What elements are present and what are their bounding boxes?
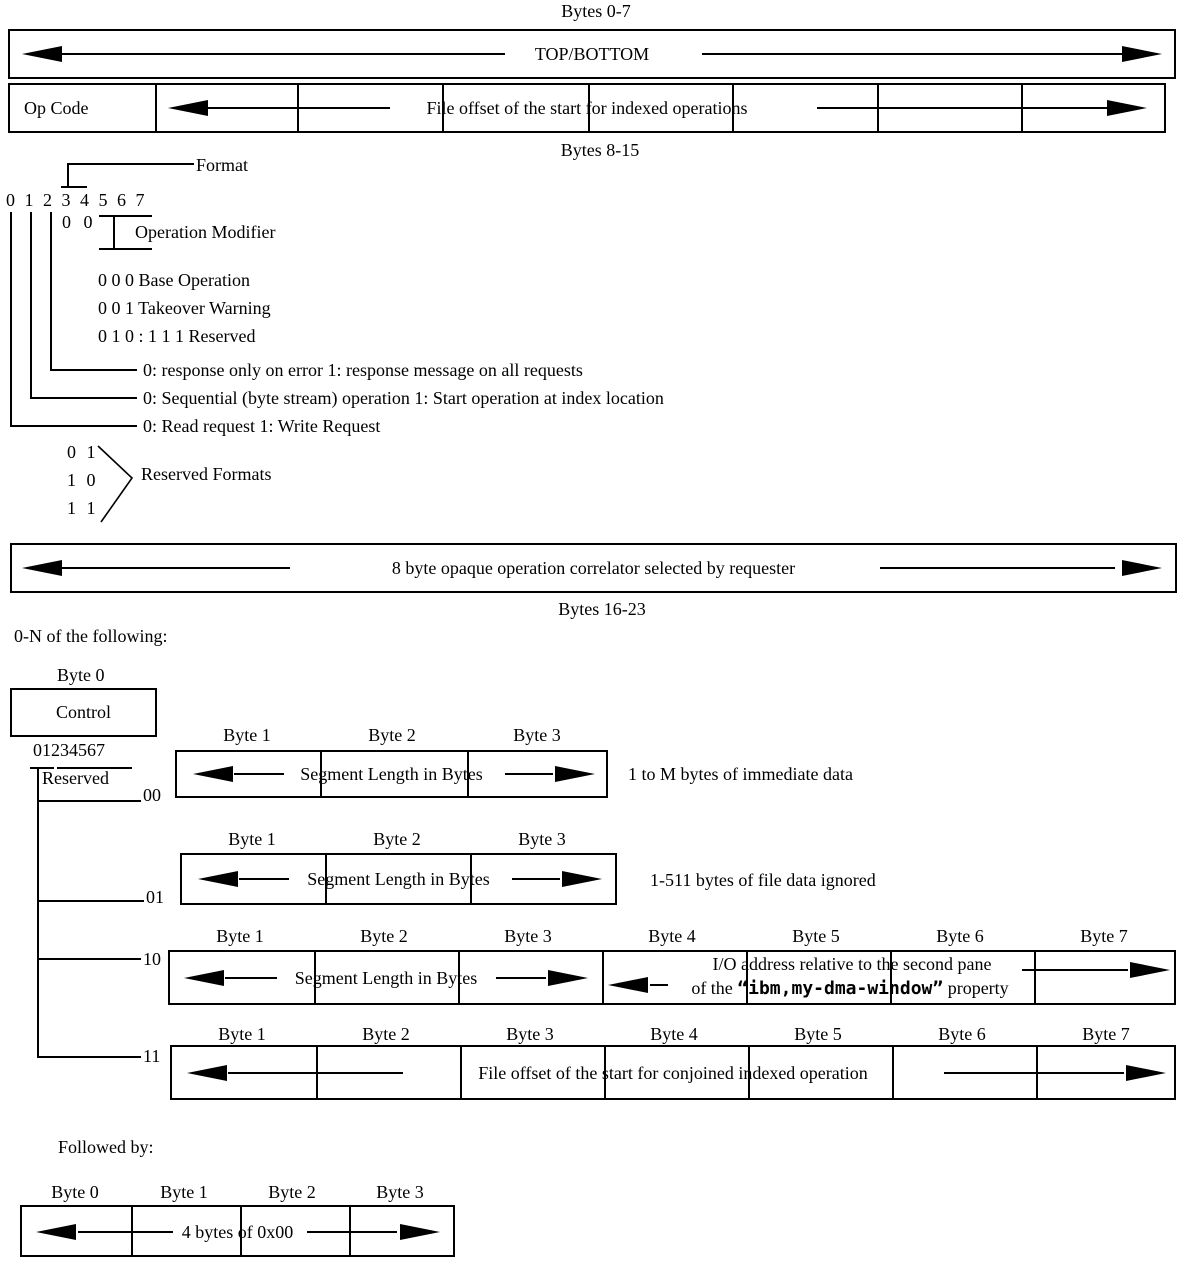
left-arrowhead-icon xyxy=(187,1065,227,1081)
cell-divider xyxy=(155,85,157,131)
r10-io-line1: I/O address relative to the second pane xyxy=(712,954,992,974)
r00-segment-box xyxy=(175,750,608,798)
left-arrowhead-icon xyxy=(193,766,233,782)
arrow-line xyxy=(60,567,290,569)
format-bit-bracket xyxy=(61,186,87,188)
reserved-format-10: 1 0 xyxy=(67,470,96,490)
r10-byte2-header: Byte 2 xyxy=(360,926,408,946)
arrow-line xyxy=(650,984,668,986)
fb-byte0-header: Byte 0 xyxy=(51,1182,99,1202)
cell-divider xyxy=(892,1047,894,1098)
bit2-elbow-line xyxy=(50,369,137,371)
r11-byte7-header: Byte 7 xyxy=(1082,1024,1130,1044)
control-byte0-header: Byte 0 xyxy=(57,665,105,685)
r00-byte3-header: Byte 3 xyxy=(513,725,561,745)
bytes-0-7-label: Bytes 0-7 xyxy=(561,1,631,21)
right-arrowhead-icon xyxy=(1122,46,1162,62)
fb-byte2-header: Byte 2 xyxy=(268,1182,316,1202)
opcode-row-box xyxy=(8,83,1166,133)
r01-note: 1-511 bytes of file data ignored xyxy=(650,870,876,890)
zero-n-label: 0-N of the following: xyxy=(14,626,168,646)
arrow-line xyxy=(817,107,1107,109)
r00-note: 1 to M bytes of immediate data xyxy=(628,764,853,784)
control-box xyxy=(10,688,157,737)
branch-line-01 xyxy=(37,900,144,902)
arrow-line xyxy=(1022,969,1128,971)
fb-byte3-header: Byte 3 xyxy=(376,1182,424,1202)
padding-box xyxy=(20,1205,455,1257)
format-label: Format xyxy=(196,155,248,175)
r01-segment-text: Segment Length in Bytes xyxy=(307,869,490,889)
arrow-line xyxy=(60,53,505,55)
bit-numbers: 0 1 2 3 4 5 6 7 xyxy=(6,190,145,210)
bit0-line xyxy=(10,212,12,427)
reserved-formats-label: Reserved Formats xyxy=(141,464,272,484)
right-arrowhead-icon xyxy=(1122,560,1162,576)
io-post: property xyxy=(943,978,1009,998)
branch-line-10 xyxy=(37,958,141,960)
bytes-8-15-label: Bytes 8-15 xyxy=(560,140,640,160)
op-modifier-bracket xyxy=(99,248,152,250)
cell-divider xyxy=(460,1047,462,1098)
reserved-format-11: 1 1 xyxy=(67,498,96,518)
correlator-text: 8 byte opaque operation correlator selected by requester xyxy=(391,558,796,578)
arrow-line xyxy=(944,1072,1124,1074)
left-arrowhead-icon xyxy=(22,46,62,62)
bit1-elbow-line xyxy=(30,397,137,399)
bit0-desc: 0: Read request 1: Write Request xyxy=(143,416,381,436)
format-value: 0 0 xyxy=(62,212,93,232)
left-arrowhead-icon xyxy=(22,560,62,576)
arrow-line xyxy=(880,567,1115,569)
r00-byte1-header: Byte 1 xyxy=(223,725,271,745)
left-arrowhead-icon xyxy=(36,1224,76,1240)
r10-byte6-header: Byte 6 xyxy=(936,926,984,946)
fb-byte1-header: Byte 1 xyxy=(160,1182,208,1202)
branch-line-00 xyxy=(37,800,141,802)
bit1-desc: 0: Sequential (byte stream) operation 1: Start operation at index location xyxy=(143,388,664,408)
followed-by-label: Followed by: xyxy=(58,1137,154,1157)
mod-value-reserved: 0 1 0 : 1 1 1 Reserved xyxy=(98,326,256,346)
r10-byte5-header: Byte 5 xyxy=(792,926,840,946)
arrow-line xyxy=(207,107,390,109)
control-reserved-label: Reserved xyxy=(42,768,109,788)
opcode-arrow-text: File offset of the start for indexed operations xyxy=(426,98,748,118)
arrow-line xyxy=(239,878,289,880)
mod-value-takeover: 0 0 1 Takeover Warning xyxy=(98,298,271,318)
io-pre: of the xyxy=(691,978,738,998)
r01-segment-box xyxy=(180,853,617,905)
right-arrowhead-icon xyxy=(1130,962,1170,978)
left-arrowhead-icon xyxy=(198,871,238,887)
r10-io-box xyxy=(168,950,1176,1005)
cell-divider xyxy=(602,952,604,1003)
r01-byte1-header: Byte 1 xyxy=(228,829,276,849)
branch-code-10: 10 xyxy=(143,949,161,969)
correlator-box xyxy=(10,543,1177,593)
arrow-line xyxy=(228,1072,403,1074)
right-arrowhead-icon xyxy=(562,871,602,887)
r10-byte1-header: Byte 1 xyxy=(216,926,264,946)
branch-line-11 xyxy=(37,1056,141,1058)
arrow-line xyxy=(702,53,1122,55)
branch-code-11: 11 xyxy=(143,1046,161,1066)
reserved-format-01: 0 1 xyxy=(67,442,96,462)
right-arrowhead-icon xyxy=(1126,1065,1166,1081)
io-dma-window-property: “ibm,my-dma-window” xyxy=(737,978,944,999)
op-modifier-bracket xyxy=(113,215,115,250)
branch-code-00: 00 xyxy=(143,785,161,805)
branch-code-01: 01 xyxy=(146,887,164,907)
bit1-line xyxy=(30,212,32,399)
r11-byte4-header: Byte 4 xyxy=(650,1024,698,1044)
left-arrowhead-icon xyxy=(608,977,648,993)
control-label: Control xyxy=(55,702,112,722)
r10-byte3-header: Byte 3 xyxy=(504,926,552,946)
op-modifier-label: Operation Modifier xyxy=(135,222,276,242)
right-arrowhead-icon xyxy=(400,1224,440,1240)
r10-byte7-header: Byte 7 xyxy=(1080,926,1128,946)
r01-byte2-header: Byte 2 xyxy=(373,829,421,849)
mod-value-base: 0 0 0 Base Operation xyxy=(98,270,250,290)
left-arrowhead-icon xyxy=(184,970,224,986)
r11-byte1-header: Byte 1 xyxy=(218,1024,266,1044)
opcode-label: Op Code xyxy=(24,98,89,118)
r01-byte3-header: Byte 3 xyxy=(518,829,566,849)
top-bottom-label: TOP/BOTTOM xyxy=(534,44,650,64)
padding-text: 4 bytes of 0x00 xyxy=(181,1222,294,1242)
bit0-elbow-line xyxy=(10,425,137,427)
control-bit-numbers: 01234567 xyxy=(33,740,105,760)
r11-file-offset-box xyxy=(170,1045,1176,1100)
control-trunk-line xyxy=(37,767,39,1058)
r11-byte5-header: Byte 5 xyxy=(794,1024,842,1044)
right-arrowhead-icon xyxy=(555,766,595,782)
r00-byte2-header: Byte 2 xyxy=(368,725,416,745)
r11-file-offset-text: File offset of the start for conjoined indexed operation xyxy=(478,1063,868,1083)
cell-divider xyxy=(1034,952,1036,1003)
arrow-line xyxy=(505,773,553,775)
r10-byte4-header: Byte 4 xyxy=(648,926,696,946)
r11-byte6-header: Byte 6 xyxy=(938,1024,986,1044)
arrow-line xyxy=(496,977,546,979)
reserved-formats-brace xyxy=(95,438,141,528)
r11-byte3-header: Byte 3 xyxy=(506,1024,554,1044)
arrow-line xyxy=(78,1231,173,1233)
r00-segment-text: Segment Length in Bytes xyxy=(300,764,483,784)
r10-segment-text: Segment Length in Bytes xyxy=(294,968,478,988)
arrow-line xyxy=(234,773,284,775)
left-arrowhead-icon xyxy=(168,100,208,116)
op-modifier-bracket xyxy=(99,215,152,217)
format-callout-line xyxy=(67,163,69,187)
r10-io-line2 xyxy=(691,978,1008,999)
top-bottom-box xyxy=(8,29,1176,79)
arrow-line xyxy=(307,1231,397,1233)
bytes-16-23-label: Bytes 16-23 xyxy=(558,599,646,619)
arrow-line xyxy=(512,878,560,880)
right-arrowhead-icon xyxy=(548,970,588,986)
bit2-desc: 0: response only on error 1: response message on all requests xyxy=(143,360,583,380)
arrow-line xyxy=(225,977,277,979)
format-callout-line xyxy=(68,163,194,165)
bit2-line xyxy=(50,212,52,371)
right-arrowhead-icon xyxy=(1107,100,1147,116)
r11-byte2-header: Byte 2 xyxy=(362,1024,410,1044)
